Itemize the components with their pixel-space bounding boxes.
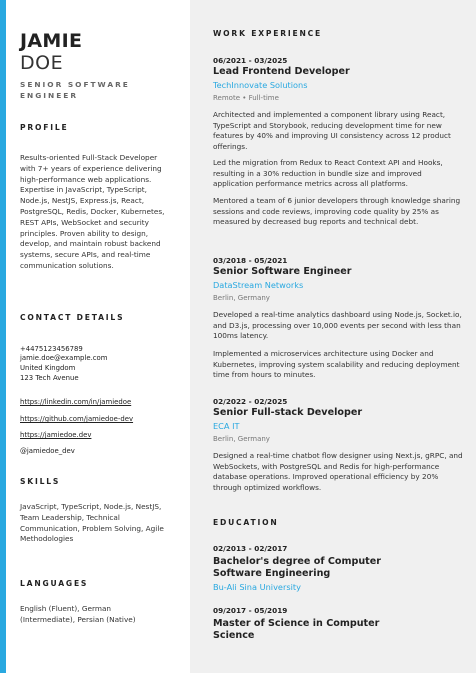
work-heading: WORK EXPERIENCE	[213, 29, 322, 38]
website-link[interactable]: https://jamiedoe.dev	[20, 431, 92, 439]
languages-heading: LANGUAGES	[20, 579, 89, 588]
job-title-line-2: ENGINEER	[20, 91, 79, 100]
contact-phone: +4475123456789	[20, 345, 83, 353]
education-heading: EDUCATION	[213, 518, 279, 527]
education-dates: 02/2013 - 02/2017	[213, 544, 288, 553]
job-title-line-1: SENIOR SOFTWARE	[20, 80, 130, 89]
contact-heading: CONTACT DETAILS	[20, 313, 125, 322]
github-link[interactable]: https://github.com/jamiedoe-dev	[20, 415, 134, 423]
job-bullet: Developed a real-time analytics dashboard using Node.js, Socket.io, and D3.js, processing over 10,000 events per second with less than 100ms latency.	[213, 310, 462, 340]
contact-country: United Kingdom	[20, 364, 76, 372]
profile-text: Results-oriented Full-Stack Developer with 7+ years of experience delivering high-performance web applications. Expertise in JavaScript, TypeScript, Node.js, NestJS, Express.js, React, PostgreSQL, Redis, Docker, Kubernetes, REST APIs, WebSocket and security principles. Proven ability to design, develop, and maintain robust backend systems, secure APIs, and real-time communication solutions.	[20, 153, 165, 270]
job-meta: Berlin, Germany	[213, 294, 270, 302]
contact-email: jamie.doe@example.com	[20, 354, 108, 362]
job-role: Senior Full-stack Developer	[213, 407, 363, 418]
job-dates: 03/2018 - 05/2021	[213, 256, 288, 265]
linkedin-link[interactable]: https://linkedin.com/in/jamiedoe	[20, 398, 132, 406]
job-role: Lead Frontend Developer	[213, 66, 350, 77]
job-bullet: Architected and implemented a component library using React, TypeScript and Storybook, reducing development time for new features by 40% and improving UI consistency across 12 product offerings.	[213, 110, 451, 151]
job-bullet: Led the migration from Redux to React Context API and Hooks, resulting in a 30% reduction in bundle size and improved application performance metrics across all platforms.	[213, 158, 443, 188]
job-role: Senior Software Engineer	[213, 266, 352, 277]
profile-heading: PROFILE	[20, 123, 69, 132]
job-bullet: Designed a real-time chatbot flow designer using Next.js, gRPC, and WebSockets, with PostgreSQL and Redis for high-performance database operations. Improved operational efficiency by 20% through optimized workflows.	[213, 451, 463, 492]
education-degree: Bachelor's degree of Computer Software Engineering	[213, 556, 381, 579]
job-bullet: Implemented a microservices architecture using Docker and Kubernetes, improving system scalability and reducing deployment time from hours to minutes.	[213, 349, 460, 379]
job-title	[20, 79, 160, 101]
last-name: DOE	[20, 52, 64, 74]
job-company: TechInnovate Solutions	[213, 80, 308, 90]
job-company: DataStream Networks	[213, 280, 304, 290]
job-dates: 06/2021 - 03/2025	[213, 56, 288, 65]
job-bullet: Mentored a team of 6 junior developers through knowledge sharing sessions and code reviews, improving code quality by 25% as measured by decreased bug reports and technical debt.	[213, 196, 461, 226]
skills-heading: SKILLS	[20, 477, 61, 486]
job-dates: 02/2022 - 02/2025	[213, 397, 288, 406]
education-dates: 09/2017 - 05/2019	[213, 606, 288, 615]
job-meta: Berlin, Germany	[213, 435, 270, 443]
skills-text: JavaScript, TypeScript, Node.js, NestJS, Team Leadership, Technical Communication, Problem Solving, Agile Methodologies	[20, 502, 164, 544]
job-meta: Remote • Full-time	[213, 94, 279, 102]
languages-text: English (Fluent), German (Intermediate), Persian (Native)	[20, 604, 136, 624]
job-company: ECA IT	[213, 421, 240, 431]
education-degree: Master of Science in Computer Science	[213, 618, 380, 641]
first-name: JAMIE	[20, 30, 83, 52]
contact-street: 123 Tech Avenue	[20, 374, 79, 382]
social-handle: @jamiedoe_dev	[20, 447, 75, 455]
education-school: Bu-Ali Sina University	[213, 582, 301, 592]
